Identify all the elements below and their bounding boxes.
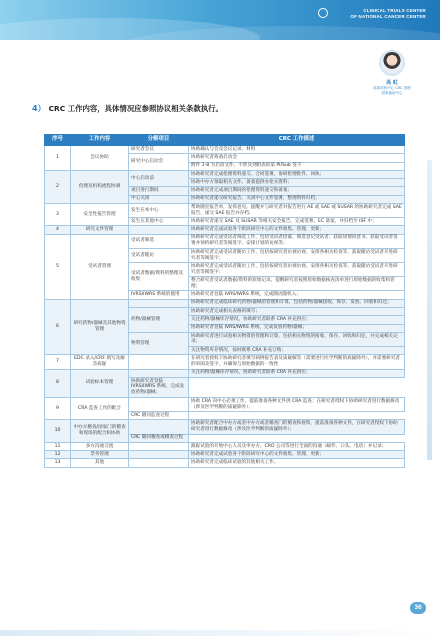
cell-content: 安全性报告管理	[71, 203, 129, 225]
cell-description: 协助研究者登陆 IVRS/IWRS 系统，完成发放药物/器械；	[189, 324, 405, 332]
cell-description: 协助研究者递交研究报告、关闭中心文件签署，整理资料归档；	[189, 195, 405, 203]
cell-description: 协助研究者完成受试者随访工作，包括按研究者访视访视、安排各相关检查等、获取随访受试者开进研究者等阅签字；	[189, 248, 405, 262]
cell-number: 8	[45, 369, 71, 397]
cell-description: 协助研究者完成相关表格的填写；	[189, 308, 405, 316]
header-sub: 分解项目	[129, 135, 189, 146]
table-row	[45, 146, 405, 154]
cell-description: 跟踪试验的开始中心人员及申办方、CRO 公司等进行全面的沟通（邮件、口头、电话）并记录；	[189, 442, 405, 450]
cell-description: 协助研究者完成试验各个阶段研究中心的文件收集、管理、更新；	[189, 451, 405, 459]
side-decoration	[427, 160, 432, 460]
cell-number: 1	[45, 146, 71, 171]
cell-description: 在研究者授权下协助研究者填写病例报告表及质疑解答（需要进行医学判断的质疑除外），并需要研究者的审阅及签字，并确保与原始数据的一致性	[189, 355, 405, 369]
table-row	[45, 420, 405, 434]
table-row	[45, 397, 405, 411]
cell-number: 13	[45, 459, 71, 467]
cell-subitem	[129, 442, 189, 450]
table-row	[45, 226, 405, 234]
cell-subitem: 中心关闭	[129, 195, 189, 203]
cell-description: 协助研究者完成受试者随访工作，包括按研究者访视访视、安排各相关检查等、获取随访受试者开进研究者等阅签字；	[189, 263, 405, 277]
table-row	[45, 451, 405, 459]
header-band	[0, 0, 440, 40]
cell-description: 协助研究者递交 SAE 及 SUSAR 等相关安全报告，完成签署、EC 备案，并归档至 ISF 中；	[189, 218, 405, 226]
cell-content: 其他	[71, 459, 129, 467]
table-row	[45, 355, 405, 369]
section-title: CRC 工作内容，具体情况应参照协议相关条款执行。	[48, 104, 223, 113]
cell-description: 协助研究者完成受试者筛选工作，包括受试者招募、筛选登记受试者、获取知情同意书、获取受试者签署并预约研究者等阅签字、安排计划的访视等；	[189, 234, 405, 248]
crc-work-table	[44, 134, 405, 468]
page-number: 36	[410, 602, 426, 614]
cell-description: 协助研究者完成伦理资料递交、合同签署，参研伦理批件、回执；	[189, 170, 405, 178]
cell-description: 协助研究者完成临床试验的其他相关工作。	[189, 459, 405, 467]
table-body	[45, 146, 405, 468]
author-affiliation-2: 国家癌症中心	[381, 91, 403, 95]
cell-description: 协助研究者配合中办方或者中办方或者稽查门的稽查和视察，提前准备各种文件，在研究者授权下协助研究者进行数据修改（涉及医学判断的质疑除外）；	[189, 420, 405, 434]
cell-subitem	[129, 459, 189, 467]
cell-content: 中办方稽查/国家门的稽查和现场的配合和协助	[71, 420, 129, 442]
cell-subitem: 研究中心启动会	[129, 154, 189, 171]
cell-content: 多方沟通交流	[71, 442, 129, 450]
cell-description: 协助研究者进行试验相关物资的管理和计算，包括相关物资的接收、保存、回收和归还，并完成相关记录；	[189, 332, 405, 346]
table-header-row	[45, 135, 405, 146]
org-logo-icon	[318, 8, 328, 18]
cell-number: 4	[45, 226, 71, 234]
cell-number: 3	[45, 203, 71, 225]
table-row	[45, 203, 405, 217]
cell-subitem	[129, 355, 189, 369]
cell-content: 试验标本管理	[71, 369, 129, 397]
cell-subitem: 受试者数据/资料的整理及收集	[129, 263, 189, 291]
author-name: 高 虹	[386, 80, 398, 86]
cell-description: 协助研究者完成项目期间的伦理资料递交和备案；	[189, 187, 405, 195]
avatar	[379, 50, 405, 76]
cell-number: 11	[45, 442, 71, 450]
cell-subitem	[129, 369, 189, 377]
cell-subitem: 物资管理	[129, 332, 189, 354]
cell-subitem: 发生在其他中心	[129, 218, 189, 226]
cell-description: 协助 CRA 向中心必须工作，提前准备各种文件供 CRA 监查；在研究者授权下协助研究者进行数据修改（涉及医学判断的质疑除外）；	[189, 397, 405, 411]
cell-description: 关注药物/器械库存情况，协助研究者联系 CRA 补充供应；	[189, 316, 405, 324]
cell-number: 2	[45, 170, 71, 203]
author-block	[362, 50, 422, 96]
cell-subitem	[129, 451, 189, 459]
cell-subitem	[129, 226, 189, 234]
cell-subitem	[129, 397, 189, 411]
table-row	[45, 234, 405, 248]
cell-number: 6	[45, 299, 71, 355]
cell-number: 12	[45, 451, 71, 459]
cell-content: 伦理及机构流程协调	[71, 170, 129, 203]
cell-number: 7	[45, 355, 71, 369]
cell-subitem	[129, 299, 189, 307]
org-title	[350, 8, 426, 20]
cell-number: 10	[45, 420, 71, 442]
author-affiliation: 临床试验中心 CRC 管理	[373, 86, 411, 90]
cell-number: 5	[45, 234, 71, 299]
cell-content: EDC 录入/CRF 填写及解答质疑	[71, 355, 129, 369]
cell-content: 会议协助	[71, 146, 129, 171]
org-title-line1: CLINICAL TRIALS CENTER	[363, 8, 426, 13]
table-row	[45, 442, 405, 450]
org-title-line2: OF NATIONAL CANCER CENTER	[350, 14, 426, 19]
cell-description: 协助研究者登陆 IVRS/IWRS 系统，完成随访随机入；	[189, 291, 405, 299]
cell-description: 整合研究者受试者数据/资料的原始记录，提醒研究者按照原始数据核查清单进行原始数据的收集和管理；	[189, 277, 405, 291]
cell-subitem: 发生在本中心	[129, 203, 189, 217]
cell-description: 协助研究者筹备启动会	[189, 154, 405, 162]
header-desc: CRC 工作描述	[189, 135, 405, 146]
cell-description: 关注药物/器械库存情况，协助研究者联系 CRA 补充供应；	[189, 369, 405, 377]
cell-description: 协助研究者完成试验各个阶段研究中心的文件收集、管理、更新；	[189, 226, 405, 234]
section-heading	[32, 103, 223, 114]
header-no: 序号	[45, 135, 71, 146]
cell-content: 受试者管理	[71, 234, 129, 299]
table-row	[45, 170, 405, 178]
cell-content: 研究药物/器械及其他物资管理	[71, 299, 129, 355]
cell-description: 协助中办方领取相关文件、备案提供办伦关资料；	[189, 179, 405, 187]
cell-description: CRC 随同监查过程	[129, 412, 189, 420]
cell-subitem: 药物/器械管理	[129, 308, 189, 333]
table-row	[45, 299, 405, 307]
cell-subitem: 项目进行期间	[129, 187, 189, 195]
cell-subitem: 研究者会议	[129, 146, 189, 154]
footer-decoration	[0, 630, 440, 636]
cell-description: CRC 随同稽查或稽查过程	[129, 434, 189, 442]
cell-content: 研究文件管理	[71, 226, 129, 234]
cell-description: 附件 1-8 为启动文件，不涉及到附表的第 PI/Sub 签字	[189, 162, 405, 170]
header-content: 工作内容	[71, 135, 129, 146]
cell-description: 协助研究者登陆 IVRS/IWRS 系统，完成发放药物/器械；	[129, 377, 189, 397]
table-row	[45, 369, 405, 377]
cell-subitem	[129, 420, 189, 434]
table-row	[45, 459, 405, 467]
section-number: 4）	[32, 104, 46, 113]
cell-subitem: 受试者随访	[129, 248, 189, 262]
cell-subitem: IVRS/IWRS 系统的使用	[129, 291, 189, 299]
cell-description: 帮助随室报告单，发挥意见。提醒并与研究者对报告进行 AE 或 SAE 或 SUSAR 的协助研究者完成 SAE 报告，递交 SAE 报告并存档；	[189, 203, 405, 217]
cell-subitem: 受试者筛选	[129, 234, 189, 248]
cell-description: 协助研究者完成临床研究药物/器械的管理和计算，包括药物/器械接收、保存、发放、回收和归还；	[189, 299, 405, 307]
cell-description: 关注物资库存情况，按时联系 CRA 补充订购；	[189, 347, 405, 355]
cell-number: 9	[45, 397, 71, 419]
cell-subitem: 中心启动前	[129, 170, 189, 187]
cell-content: CRA 监查工作的配合	[71, 397, 129, 419]
cell-content: 票务管理	[71, 451, 129, 459]
cell-description: 协助确认与会及会议记录、材料	[189, 146, 405, 154]
